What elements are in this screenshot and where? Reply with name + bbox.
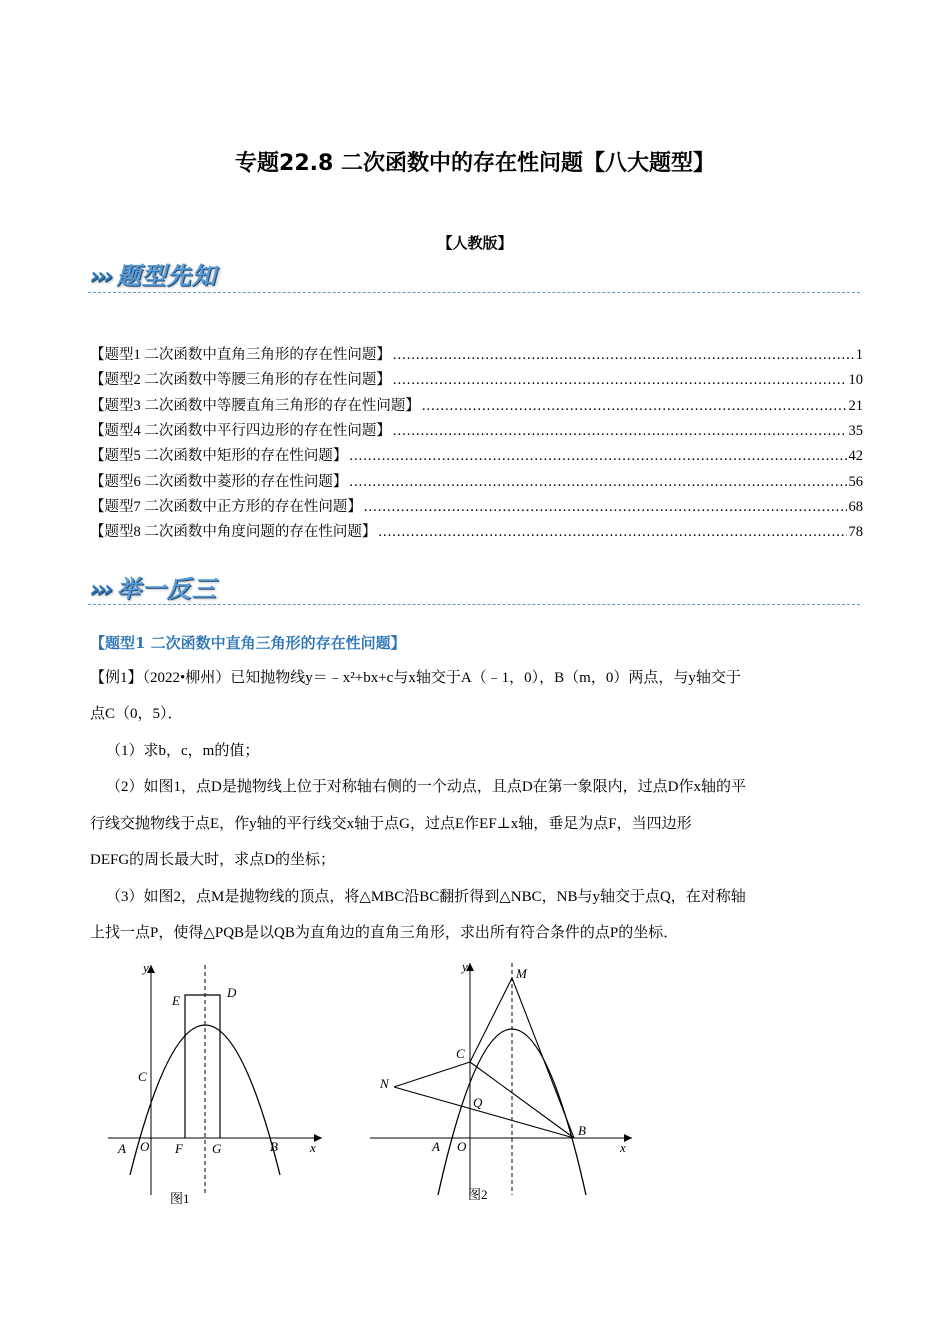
toc-entry[interactable] [90,495,863,517]
toc-entry-page: 1 [855,347,863,363]
label-q: Q [473,1095,483,1110]
toc-leader-dots [393,423,847,440]
label-e: E [172,993,180,1008]
example-line-1: 【例1】（2022•柳州）已知抛物线y＝﹣x²+bx+c与x轴交于A（﹣1，0），B（m，0）两点，与y轴交于 [90,670,741,686]
toc-entry-page: 21 [848,397,863,414]
label-a: A [118,1141,126,1156]
segment-cb [470,1062,574,1138]
toc-entry[interactable] [90,343,863,365]
question-3-line-1: （3）如图2，点M是抛物线的顶点，将△MBC沿BC翻折得到△NBC，NB与y轴交于点Q，在对称轴 [106,889,746,905]
toc-entry-label: 【题型8 二次函数中角度问题的存在性问题】 [90,524,377,541]
label-b: B [270,1139,278,1154]
toc-leader-dots [422,398,847,415]
divider [88,292,860,293]
toc-entry[interactable] [90,419,863,441]
example-line-2: 点C（0，5）． [90,706,183,722]
banner-arrows-icon: ››› [90,575,111,603]
label-o: O [457,1139,467,1154]
toc-entry[interactable] [90,470,863,492]
toc-entry[interactable] [90,444,863,466]
question-2-line-3: DEFG的周长最大时，求点D的坐标； [90,852,336,868]
label-y: y [143,960,149,975]
figure-2 [360,955,645,1210]
toc-entry-page: 68 [848,498,863,515]
segment-mb [512,978,574,1138]
label-f: F [175,1141,183,1156]
banner-type-overview [90,256,217,291]
label-x: x [620,1140,626,1155]
toc-entry-label: 【题型2 二次函数中等腰三角形的存在性问题】 [90,372,391,389]
label-o: O [140,1139,150,1154]
toc-entry-label: 【题型1 二次函数中直角三角形的存在性问题】 [90,347,391,363]
toc-entry-label: 【题型7 二次函数中正方形的存在性问题】 [90,498,362,515]
toc-entry-page: 10 [848,372,863,389]
question-1: （1）求b，c，m的值； [106,743,260,759]
toc-entry[interactable] [90,520,863,542]
figure-2-caption: 图2 [468,1187,488,1202]
toc-leader-dots [349,474,846,491]
label-d: D [227,985,237,1000]
toc-entry-label: 【题型3 二次函数中等腰直角三角形的存在性问题】 [90,397,420,414]
banner-arrows-icon: ››› [90,262,111,290]
segment-nc [394,1062,470,1087]
edition-label: 【人教版】 [437,234,513,252]
figure-1 [100,955,340,1210]
toc-entry-label: 【题型6 二次函数中菱形的存在性问题】 [90,473,348,490]
question-2-line-1: （2）如图1，点D是抛物线上位于对称轴右侧的一个动点，且点D在第一象限内，过点D作x轴的平 [106,779,747,795]
label-g: G [212,1141,222,1156]
toc-leader-dots [393,347,854,364]
toc-entry-page: 78 [848,524,863,541]
toc-leader-dots [378,524,846,541]
toc-leader-dots [349,448,846,465]
toc-entry-label: 【题型4 二次函数中平行四边形的存在性问题】 [90,422,391,439]
label-x: x [310,1140,316,1155]
segment-nb [394,1087,574,1138]
toc-entry[interactable] [90,394,863,416]
question-2-line-2: 行线交抛物线于点E，作y轴的平行线交x轴于点G，过点E作EF⊥x轴，垂足为点F，当四边形 [90,816,692,832]
label-c: C [138,1069,147,1084]
toc-entry-page: 35 [848,422,863,439]
toc-entry-label: 【题型5 二次函数中矩形的存在性问题】 [90,448,348,465]
rectangle-defg [185,995,220,1138]
label-m: M [516,966,527,981]
toc-entry-page: 56 [848,473,863,490]
divider [88,604,860,605]
banner-examples [90,569,217,604]
label-a: A [432,1139,440,1154]
toc-leader-dots [364,499,847,516]
toc-leader-dots [393,372,847,389]
figure-1-caption: 图1 [170,1191,190,1206]
label-c: C [456,1046,465,1061]
question-3-line-2: 上找一点P，使得△PQB是以QB为直角边的直角三角形，求出所有符合条件的点P的坐标． [90,925,679,941]
banner-text: 题型先知 [116,262,217,290]
label-y: y [462,959,468,974]
toc-entry-page: 42 [848,448,863,465]
label-n: N [380,1076,389,1091]
label-b: B [578,1123,586,1138]
toc-entry[interactable] [90,368,863,390]
section-heading: 【题型1 二次函数中直角三角形的存在性问题】 [90,634,406,652]
segment-cm [470,978,512,1062]
banner-text: 举一反三 [116,575,217,603]
page-title: 专题22.8 二次函数中的存在性问题【八大题型】 [235,151,715,176]
